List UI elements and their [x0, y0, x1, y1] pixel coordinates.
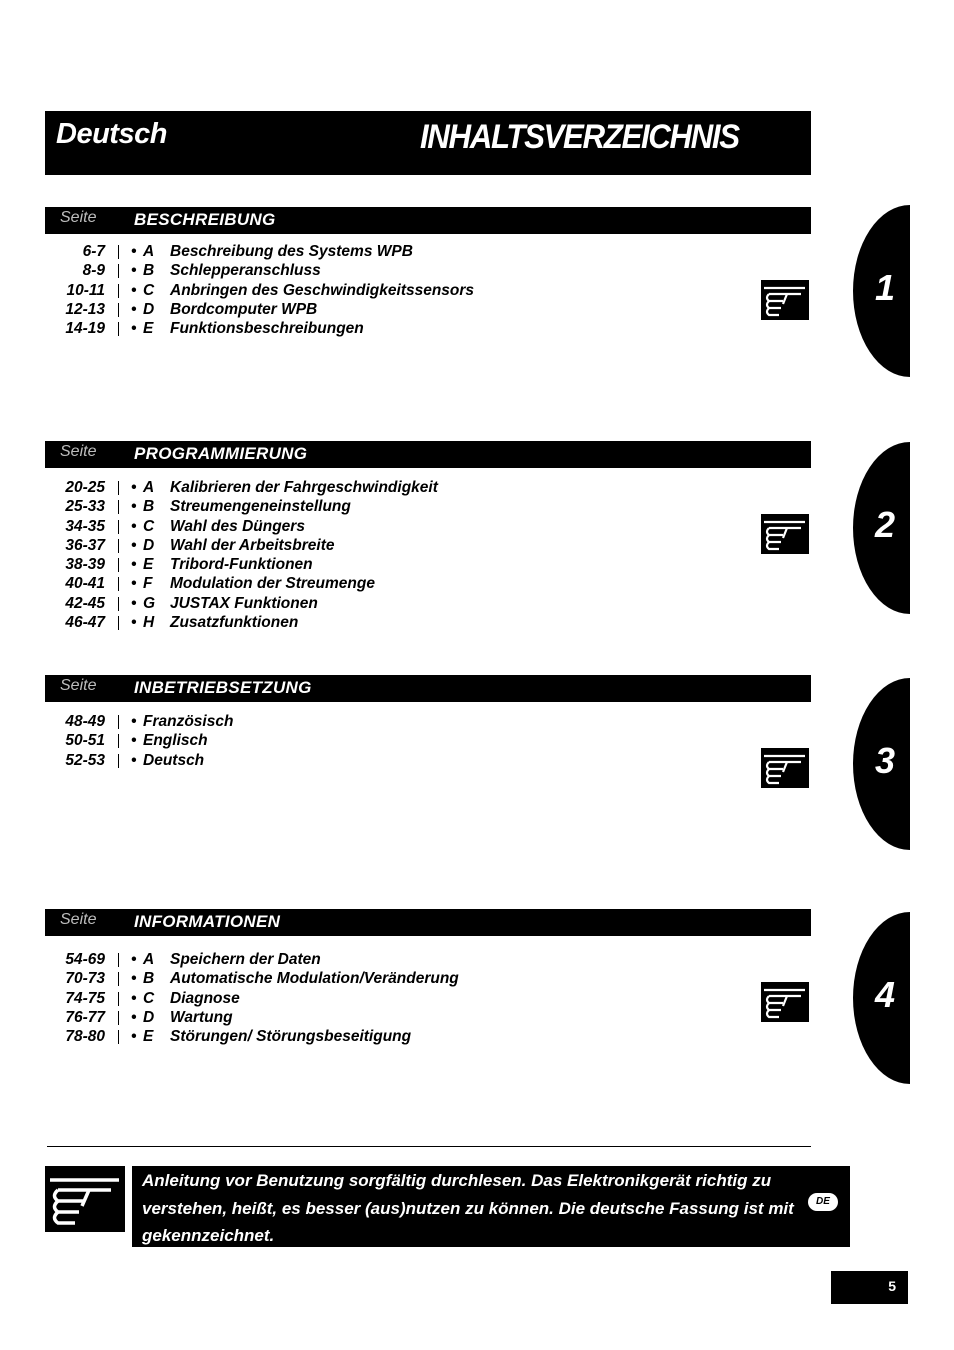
bullet: • [131, 243, 137, 260]
divider [118, 616, 119, 630]
entry-text: Automatische Modulation/Veränderung [170, 970, 459, 988]
entry-letter: C [143, 989, 155, 1007]
page-range: 78-80 [65, 1028, 105, 1046]
page-range: 40-41 [65, 575, 105, 593]
entry-text: Zusatzfunktionen [170, 614, 299, 632]
tab-section-2[interactable] [853, 442, 910, 614]
tab-number: 4 [875, 974, 896, 1015]
bullet: • [131, 262, 137, 280]
toc-entry[interactable] [45, 751, 745, 770]
divider [118, 715, 119, 729]
bullet: • [131, 536, 137, 554]
entry-text: Schlepperanschluss [170, 262, 321, 280]
bullet: • [131, 479, 137, 496]
toc-entry[interactable] [45, 242, 745, 261]
divider [118, 322, 119, 336]
entry-letter: E [143, 320, 154, 338]
entry-text: Modulation der Streumenge [170, 575, 375, 593]
divider [118, 284, 119, 298]
page-range: 42-45 [65, 594, 105, 612]
section-header-beschreibung [45, 207, 811, 234]
toc-entry[interactable] [45, 712, 745, 731]
bullet: • [131, 594, 137, 612]
entry-text: Funktionsbeschreibungen [170, 320, 364, 338]
section-entries-beschreibung [45, 242, 745, 338]
section-title: INBETRIEBSETZUNG [134, 678, 312, 697]
bullet: • [131, 751, 137, 769]
bullet: • [131, 989, 137, 1007]
entry-letter: E [143, 1028, 154, 1046]
toc-entry[interactable] [45, 731, 745, 750]
page-range: 38-39 [65, 556, 105, 574]
page-range: 74-75 [65, 989, 105, 1007]
bullet: • [131, 498, 137, 516]
page-range: 52-53 [65, 751, 105, 769]
toc-entry[interactable] [45, 517, 745, 536]
entry-text: Tribord-Funktionen [170, 556, 313, 574]
divider [118, 539, 119, 553]
entry-letter: B [143, 262, 155, 280]
divider [118, 558, 119, 572]
divider [118, 520, 119, 534]
section-title: INFORMATIONEN [134, 912, 281, 931]
tab-section-1[interactable] [853, 205, 910, 377]
entry-text: Wahl des Düngers [170, 517, 305, 535]
entry-letter: C [143, 281, 155, 299]
divider [118, 577, 119, 591]
pointing-hand-icon [761, 514, 809, 554]
entry-text: Wahl der Arbeitsbreite [170, 536, 335, 554]
toc-entry[interactable] [45, 613, 745, 632]
section-entries-programmierung [45, 478, 745, 632]
toc-entry[interactable] [45, 300, 745, 319]
entry-text: Beschreibung des Systems WPB [170, 243, 413, 260]
bullet: • [131, 713, 137, 730]
entry-text: Kalibrieren der Fahrgeschwindigkeit [170, 479, 438, 496]
pointing-hand-icon [761, 280, 809, 320]
page-range: 8-9 [82, 262, 105, 280]
divider [118, 264, 119, 278]
bullet: • [131, 517, 137, 535]
entry-text: Streumengeneinstellung [170, 498, 351, 516]
bullet: • [131, 614, 137, 632]
entry-letter: A [143, 479, 155, 496]
page-range: 48-49 [65, 713, 105, 730]
entry-text: Speichern der Daten [170, 951, 321, 968]
toc-entry[interactable] [45, 574, 745, 593]
entry-letter: B [143, 970, 155, 988]
tab-section-4[interactable] [853, 912, 910, 1084]
section-entries-inbetriebsetzung [45, 712, 745, 770]
section-header-inbetriebsetzung [45, 675, 811, 702]
page-range: 36-37 [65, 536, 105, 554]
bullet: • [131, 320, 137, 338]
pointing-hand-icon [761, 748, 809, 788]
page-range: 14-19 [65, 320, 105, 338]
tab-section-3[interactable] [853, 678, 910, 850]
divider [118, 303, 119, 317]
de-badge: DE [808, 1193, 838, 1211]
bullet: • [131, 970, 137, 988]
page-range: 10-11 [66, 281, 105, 299]
divider [118, 754, 119, 768]
page-range: 12-13 [65, 300, 105, 318]
toc-entry[interactable] [45, 497, 745, 516]
page-range: 46-47 [65, 614, 105, 632]
page-range: 34-35 [65, 517, 105, 535]
divider [118, 481, 119, 495]
page-number: 5 [888, 1278, 896, 1294]
pointing-hand-icon [45, 1166, 125, 1232]
entry-letter: D [143, 300, 155, 318]
tab-number: 3 [875, 740, 896, 781]
section-header-programmierung [45, 441, 811, 468]
toc-entry[interactable] [45, 1008, 745, 1027]
toc-entry[interactable] [45, 319, 745, 338]
divider [118, 1011, 119, 1025]
entry-text: Anbringen des Geschwindigkeitssensors [170, 281, 475, 299]
section-title: PROGRAMMIERUNG [134, 444, 308, 463]
bullet: • [131, 300, 137, 318]
bullet: • [131, 1008, 137, 1026]
divider [118, 972, 119, 986]
page-range: 6-7 [82, 243, 105, 260]
toc-entry[interactable] [45, 1027, 745, 1046]
tab-number: 1 [875, 267, 896, 308]
entry-letter: F [143, 575, 153, 593]
divider-rule [47, 1146, 811, 1147]
bullet: • [131, 556, 137, 574]
entry-text: Diagnose [170, 989, 240, 1007]
entry-letter: A [143, 243, 155, 260]
toc-entry[interactable] [45, 555, 745, 574]
instruction-note [132, 1166, 850, 1247]
divider [118, 500, 119, 514]
entry-text: Bordcomputer WPB [170, 300, 318, 318]
toc-entry[interactable] [45, 478, 745, 497]
page-range: 54-69 [65, 951, 105, 968]
entry-text: Französisch [143, 713, 234, 730]
section-entries-informationen [45, 950, 745, 1046]
seite-label: Seite [60, 677, 97, 694]
language-label: Deutsch [56, 118, 167, 150]
toc-entry[interactable] [45, 281, 745, 300]
divider [118, 953, 119, 967]
entry-letter: D [143, 1008, 155, 1026]
seite-label: Seite [60, 443, 97, 460]
divider [118, 1030, 119, 1044]
divider [118, 245, 119, 259]
entry-letter: A [143, 951, 155, 968]
page-range: 20-25 [65, 479, 105, 496]
page-range: 50-51 [65, 732, 105, 750]
toc-entry[interactable] [45, 261, 745, 280]
bullet: • [131, 951, 137, 968]
page-number-box [831, 1271, 908, 1304]
entry-letter: H [143, 614, 155, 632]
page-title: INHALTSVERZEICHNIS [420, 118, 739, 156]
entry-text: Deutsch [143, 751, 205, 769]
toc-entry[interactable] [45, 989, 745, 1008]
entry-letter: G [143, 594, 156, 612]
tab-number: 2 [875, 504, 896, 545]
bullet: • [131, 575, 137, 593]
page-range: 25-33 [65, 498, 105, 516]
toc-entry[interactable] [45, 594, 745, 613]
toc-entry[interactable] [45, 950, 745, 969]
entry-letter: C [143, 517, 155, 535]
entry-text: JUSTAX Funktionen [170, 594, 318, 612]
divider [118, 597, 119, 611]
entry-letter: B [143, 498, 155, 516]
entry-letter: E [143, 556, 154, 574]
toc-entry[interactable] [45, 969, 745, 988]
pointing-hand-icon [761, 982, 809, 1022]
entry-text: Englisch [143, 732, 208, 750]
section-title: BESCHREIBUNG [134, 210, 276, 229]
entry-text: Störungen/ Störungsbeseitigung [170, 1028, 412, 1046]
bullet: • [131, 281, 137, 299]
divider [118, 992, 119, 1006]
seite-label: Seite [60, 911, 97, 928]
note-text: Anleitung vor Benutzung sorgfältig durchlesen. Das Elektronikgerät richtig zu verstehen, heißt, es besser (aus)nutzen zu können. Die deutsche Fassung ist mit gekennzeichnet. [142, 1171, 794, 1245]
page-range: 70-73 [65, 970, 105, 988]
section-header-informationen [45, 909, 811, 936]
toc-entry[interactable] [45, 536, 745, 555]
page-range: 76-77 [65, 1008, 105, 1026]
bullet: • [131, 1028, 137, 1046]
seite-label: Seite [60, 209, 97, 226]
bullet: • [131, 732, 137, 750]
entry-letter: D [143, 536, 155, 554]
entry-text: Wartung [170, 1008, 233, 1026]
divider [118, 734, 119, 748]
